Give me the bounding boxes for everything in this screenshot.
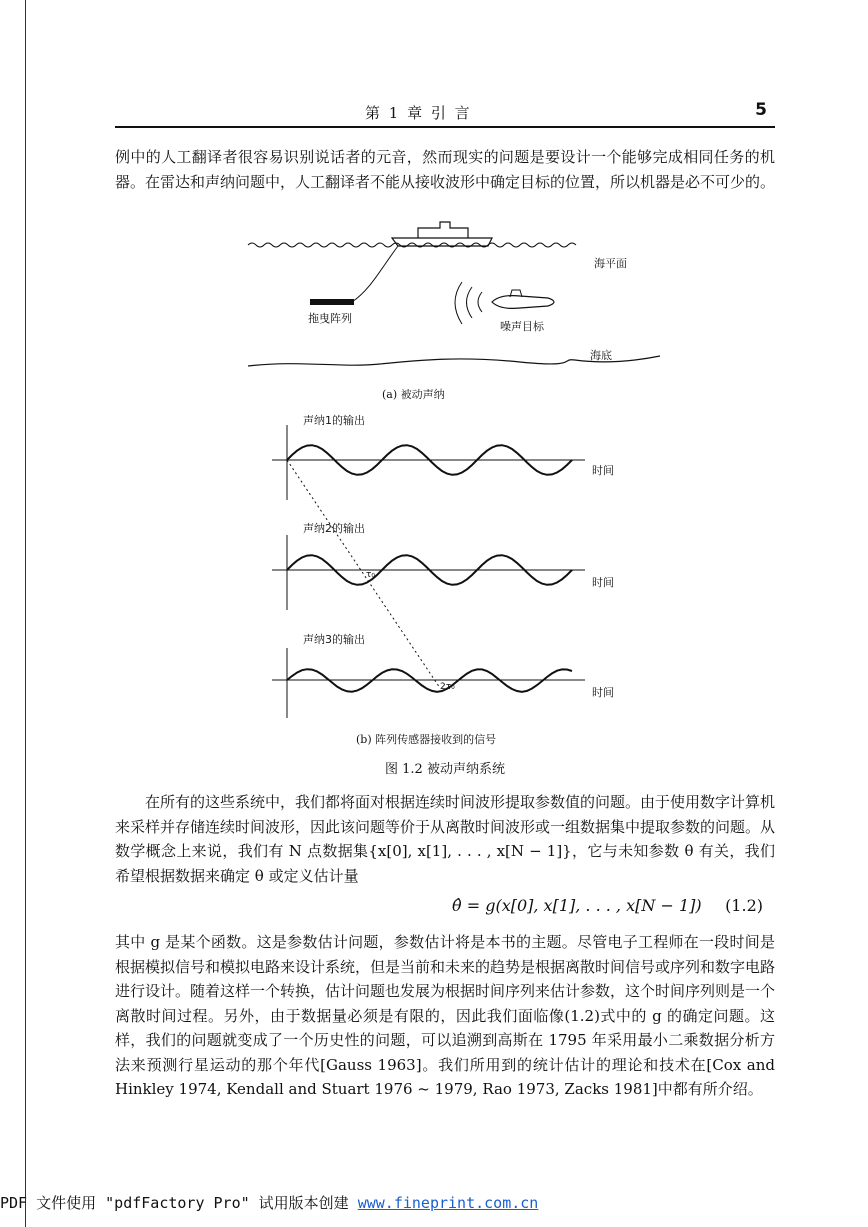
sound-wave-1: [455, 282, 462, 324]
footer-text: PDF 文件使用 "pdfFactory Pro" 试用版本创建: [0, 1194, 358, 1212]
sonar2-label: 声纳2的输出: [303, 522, 365, 535]
equation-body: θ̂ = g(x[0], x[1], . . . , x[N − 1]): [452, 896, 702, 915]
equation-number: (1.2): [725, 896, 763, 915]
sea-surface-label: 海平面: [594, 257, 627, 270]
sound-wave-2: [467, 287, 473, 318]
ship-hull: [392, 238, 492, 246]
sound-wave-3: [478, 292, 482, 312]
paragraph-2: 在所有的这些系统中，我们都将面对根据连续时间波形提取参数值的问题。由于使用数字计算机来采样并存储连续时间波形，因此该问题等价于从离散时间波形或一组数据集中提取参数的问题。从数学概念上来说，我们有 N 点数据集{x[0], x[1], . . . , x[N − 1]}，它与未知参数 θ 有关，我们希望根据数据来确定 θ 或定义估计量: [115, 793, 776, 885]
pdf-footer: [0, 1192, 538, 1213]
sonar1-label: 声纳1的输出: [303, 414, 365, 427]
submarine-body: [492, 296, 554, 309]
towed-array-label: 拖曳阵列: [308, 312, 352, 325]
caption-a: (a) 被动声纳: [382, 388, 445, 401]
chapter-title: 第 1 章 引 言: [365, 104, 472, 122]
propagation-delay-line: [287, 460, 440, 688]
time-label-1: 时间: [592, 464, 614, 477]
ship-cabin: [418, 222, 468, 238]
sonar3-label: 声纳3的输出: [303, 633, 365, 646]
paragraph-3: 其中 g 是某个函数。这是参数估计问题，参数估计将是本书的主题。尽管电子工程师在一段时间是根据模拟信号和模拟电路来设计系统，但是当前和未来的趋势是根据离散时间信号或序列和数字电路进行设计。随着这样一个转换，估计问题也发展为根据时间序列来估计参数，这个时间序列则是一个离散时间过程。另外，由于数据量必须是有限的，因此我们面临像(1.2)式中的 g 的确定问题。这样，我们的问题就变成了一个历史性的问题，可以追溯到高斯在 1795 年采用最小二乘数据分析方法来预测行星运动的那个年代[Gauss 1963]。我们所用到的统计估计的理论和技术在[Cox and Hinkley 1974, Kendall and Stuart 1976 ~ 1979, Rao 1973, Zacks 1981]中都有所介绍。: [115, 933, 776, 1098]
delay-label-1: τ₀: [366, 570, 376, 580]
time-label-2: 时间: [592, 576, 614, 589]
footer-link[interactable]: www.fineprint.com.cn: [357, 1194, 539, 1212]
noise-target-label: 噪声目标: [500, 320, 544, 333]
towed-array: [310, 299, 354, 305]
tow-cable: [352, 246, 398, 302]
page-number: 5: [755, 100, 767, 120]
equation-1-2: [115, 896, 775, 922]
sea-floor-label: 海底: [590, 349, 612, 362]
paragraph-1: 例中的人工翻译者很容易识别说话者的元音，然而现实的问题是要设计一个能够完成相同任务的机器。在雷达和声纳问题中，人工翻译者不能从接收波形中确定目标的位置，所以机器是必不可少的。: [115, 148, 776, 191]
caption-b: (b) 阵列传感器接收到的信号: [356, 733, 497, 746]
figure-caption: 图 1.2 被动声纳系统: [385, 762, 505, 777]
delay-label-2: 2τ₀: [440, 682, 455, 692]
time-label-3: 时间: [592, 686, 614, 699]
